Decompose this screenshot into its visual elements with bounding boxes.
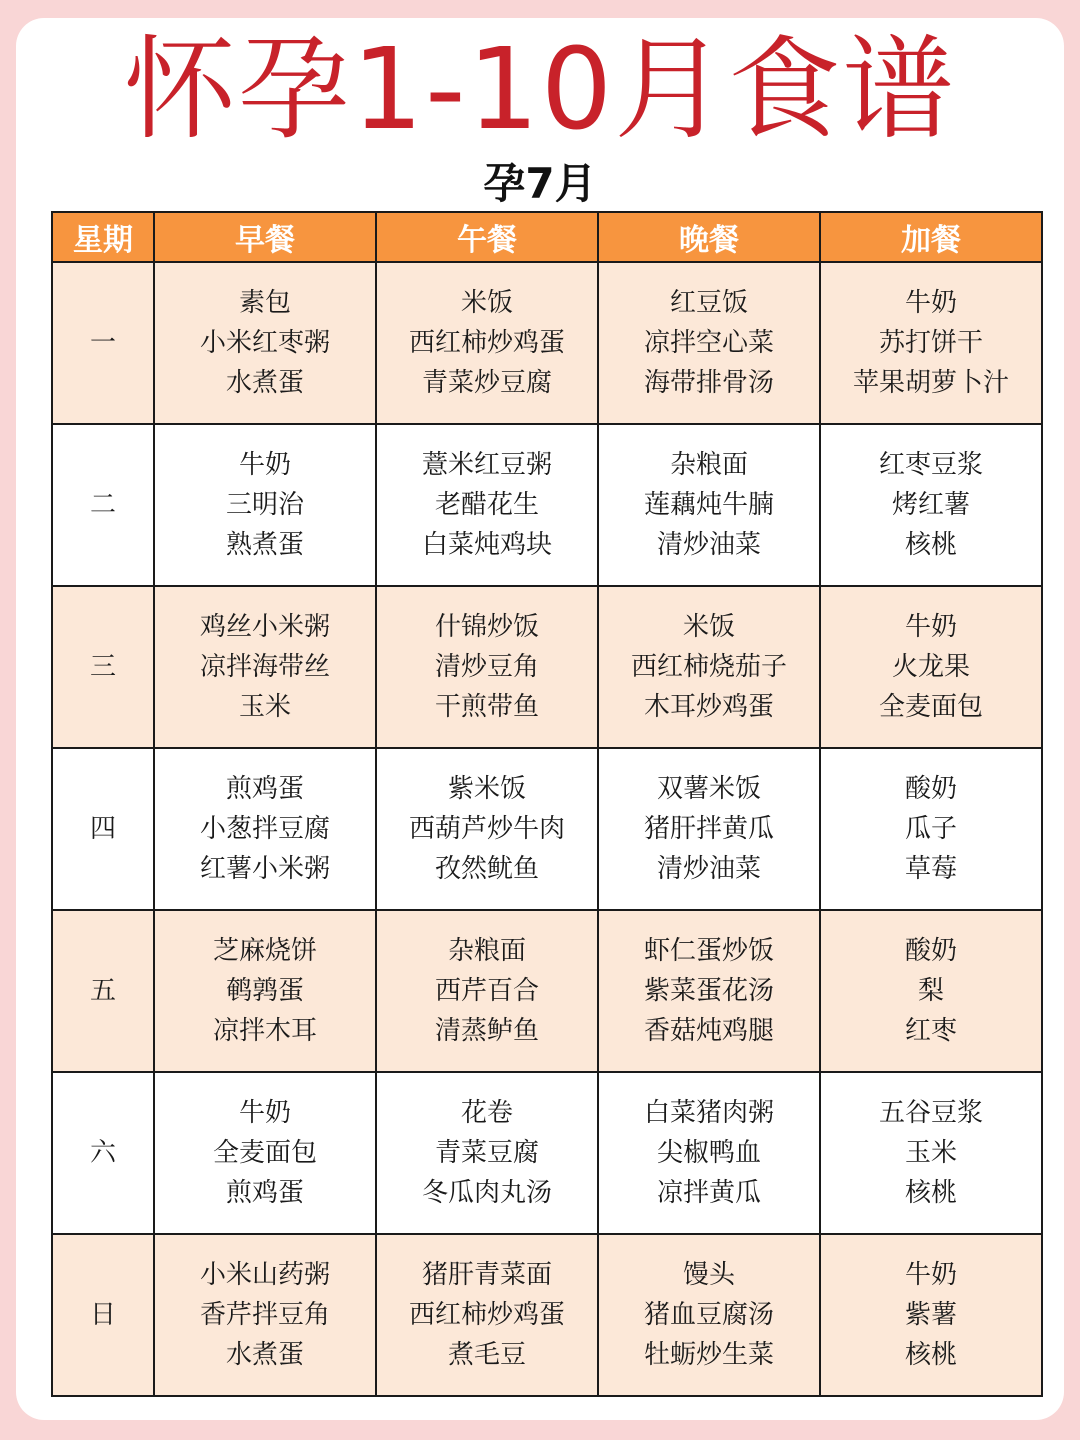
dish-item: 酸奶 [904, 936, 957, 966]
dish-item: 牛奶 [904, 612, 957, 642]
dish-item: 西芹百合 [434, 976, 539, 1006]
lunch-cell [376, 424, 598, 586]
dish-item: 苏打饼干 [878, 328, 983, 358]
day-cell: 四 [52, 748, 154, 910]
day-cell: 日 [52, 1234, 154, 1396]
dish-item: 全麦面包 [878, 692, 983, 722]
dish-item: 海带排骨汤 [643, 368, 774, 398]
dish-item: 猪肝拌黄瓜 [643, 814, 774, 844]
dish-item: 双薯米饭 [656, 774, 761, 804]
breakfast-cell [154, 910, 376, 1072]
dish-item: 凉拌黄瓜 [656, 1178, 761, 1208]
dish-item: 薏米红豆粥 [421, 450, 552, 480]
dish-item: 酸奶 [904, 774, 957, 804]
dish-item: 红枣 [904, 1016, 957, 1046]
dish-item: 白菜炖鸡块 [421, 530, 552, 560]
dish-item: 核桃 [904, 530, 957, 560]
dish-item: 猪血豆腐汤 [643, 1300, 774, 1330]
dish-item: 瓜子 [904, 814, 957, 844]
dish-item: 干煎带鱼 [434, 692, 539, 722]
dish-item: 水煮蛋 [225, 368, 304, 398]
dish-item: 素包 [238, 288, 291, 318]
snack-cell [820, 1072, 1042, 1234]
dish-item: 熟煮蛋 [225, 530, 304, 560]
dish-item: 牛奶 [238, 1098, 291, 1128]
dish-item: 牡蛎炒生菜 [643, 1340, 774, 1370]
dish-item: 梨 [917, 976, 944, 1006]
dinner-cell [598, 910, 820, 1072]
dish-item: 牛奶 [904, 288, 957, 318]
dish-item: 西红柿烧茄子 [630, 652, 787, 682]
dish-item: 小米红枣粥 [199, 328, 330, 358]
dish-item: 核桃 [904, 1178, 957, 1208]
lunch-cell [376, 586, 598, 748]
dish-item: 红枣豆浆 [878, 450, 983, 480]
dish-item: 小葱拌豆腐 [199, 814, 330, 844]
dish-item: 牛奶 [238, 450, 291, 480]
dish-item: 水煮蛋 [225, 1340, 304, 1370]
dish-item: 火龙果 [891, 652, 970, 682]
dish-item: 莲藕炖牛腩 [643, 490, 774, 520]
lunch-cell [376, 262, 598, 424]
dish-item: 玉米 [238, 692, 291, 722]
dish-item: 煎鸡蛋 [225, 1178, 304, 1208]
header-day: 星期 [52, 212, 154, 262]
dish-item: 木耳炒鸡蛋 [643, 692, 774, 722]
month-subtitle: 孕7月 [483, 159, 597, 208]
dinner-cell [598, 748, 820, 910]
breakfast-cell [154, 586, 376, 748]
weekly-meal-table [51, 211, 1043, 1397]
dish-item: 苹果胡萝卜汁 [852, 368, 1009, 398]
snack-cell [820, 262, 1042, 424]
table-header-row [52, 212, 1042, 262]
dish-item: 什锦炒饭 [434, 612, 539, 642]
breakfast-cell [154, 748, 376, 910]
dish-item: 香芹拌豆角 [199, 1300, 330, 1330]
dish-item: 米饭 [460, 288, 513, 318]
table-row [52, 1234, 1042, 1396]
dish-item: 馒头 [682, 1260, 735, 1290]
snack-cell [820, 1234, 1042, 1396]
lunch-cell [376, 910, 598, 1072]
header-lunch: 午餐 [376, 212, 598, 262]
dish-item: 清蒸鲈鱼 [434, 1016, 539, 1046]
dish-item: 玉米 [904, 1138, 957, 1168]
lunch-cell [376, 1072, 598, 1234]
dish-item: 香菇炖鸡腿 [643, 1016, 774, 1046]
dish-item: 老醋花生 [434, 490, 539, 520]
dish-item: 冬瓜肉丸汤 [421, 1178, 552, 1208]
dish-item: 草莓 [904, 854, 957, 884]
breakfast-cell [154, 424, 376, 586]
header-snack: 加餐 [820, 212, 1042, 262]
day-cell: 二 [52, 424, 154, 586]
table-row [52, 262, 1042, 424]
dish-item: 米饭 [682, 612, 735, 642]
dish-item: 紫米饭 [447, 774, 526, 804]
dish-item: 紫菜蛋花汤 [643, 976, 774, 1006]
dinner-cell [598, 1072, 820, 1234]
dish-item: 虾仁蛋炒饭 [643, 936, 774, 966]
dish-item: 清炒油菜 [656, 530, 761, 560]
dinner-cell [598, 586, 820, 748]
dish-item: 孜然鱿鱼 [434, 854, 539, 884]
snack-cell [820, 910, 1042, 1072]
snack-cell [820, 586, 1042, 748]
dish-item: 凉拌空心菜 [643, 328, 774, 358]
dish-item: 西红柿炒鸡蛋 [408, 1300, 565, 1330]
dish-item: 花卷 [460, 1098, 513, 1128]
lunch-cell [376, 748, 598, 910]
table-row [52, 1072, 1042, 1234]
snack-cell [820, 748, 1042, 910]
dish-item: 红豆饭 [669, 288, 748, 318]
dish-item: 鹌鹑蛋 [225, 976, 304, 1006]
dish-item: 猪肝青菜面 [421, 1260, 552, 1290]
dish-item: 紫薯 [904, 1300, 957, 1330]
dish-item: 煎鸡蛋 [225, 774, 304, 804]
dish-item: 烤红薯 [891, 490, 970, 520]
day-cell: 五 [52, 910, 154, 1072]
snack-cell [820, 424, 1042, 586]
dish-item: 白菜猪肉粥 [643, 1098, 774, 1128]
table-row [52, 910, 1042, 1072]
dinner-cell [598, 1234, 820, 1396]
dish-item: 芝麻烧饼 [212, 936, 317, 966]
dish-item: 凉拌木耳 [212, 1016, 317, 1046]
lunch-cell [376, 1234, 598, 1396]
header-dinner: 晚餐 [598, 212, 820, 262]
dish-item: 核桃 [904, 1340, 957, 1370]
dish-item: 鸡丝小米粥 [199, 612, 330, 642]
table-row [52, 424, 1042, 586]
dish-item: 青菜豆腐 [434, 1138, 539, 1168]
table-row [52, 748, 1042, 910]
dish-item: 三明治 [225, 490, 304, 520]
dish-item: 尖椒鸭血 [656, 1138, 761, 1168]
breakfast-cell [154, 1072, 376, 1234]
dish-item: 西葫芦炒牛肉 [408, 814, 565, 844]
dish-item: 全麦面包 [212, 1138, 317, 1168]
day-cell: 三 [52, 586, 154, 748]
dish-item: 青菜炒豆腐 [421, 368, 552, 398]
breakfast-cell [154, 262, 376, 424]
dish-item: 五谷豆浆 [878, 1098, 983, 1128]
page-title: 怀孕1-10月食谱 [123, 25, 957, 155]
dish-item: 小米山药粥 [199, 1260, 330, 1290]
table-row [52, 586, 1042, 748]
breakfast-cell [154, 1234, 376, 1396]
dinner-cell [598, 262, 820, 424]
dish-item: 红薯小米粥 [199, 854, 330, 884]
dinner-cell [598, 424, 820, 586]
dish-item: 煮毛豆 [447, 1340, 526, 1370]
day-cell: 一 [52, 262, 154, 424]
dish-item: 西红柿炒鸡蛋 [408, 328, 565, 358]
dish-item: 清炒油菜 [656, 854, 761, 884]
day-cell: 六 [52, 1072, 154, 1234]
dish-item: 凉拌海带丝 [199, 652, 330, 682]
dish-item: 杂粮面 [669, 450, 748, 480]
dish-item: 清炒豆角 [434, 652, 539, 682]
header-breakfast: 早餐 [154, 212, 376, 262]
dish-item: 杂粮面 [447, 936, 526, 966]
dish-item: 牛奶 [904, 1260, 957, 1290]
